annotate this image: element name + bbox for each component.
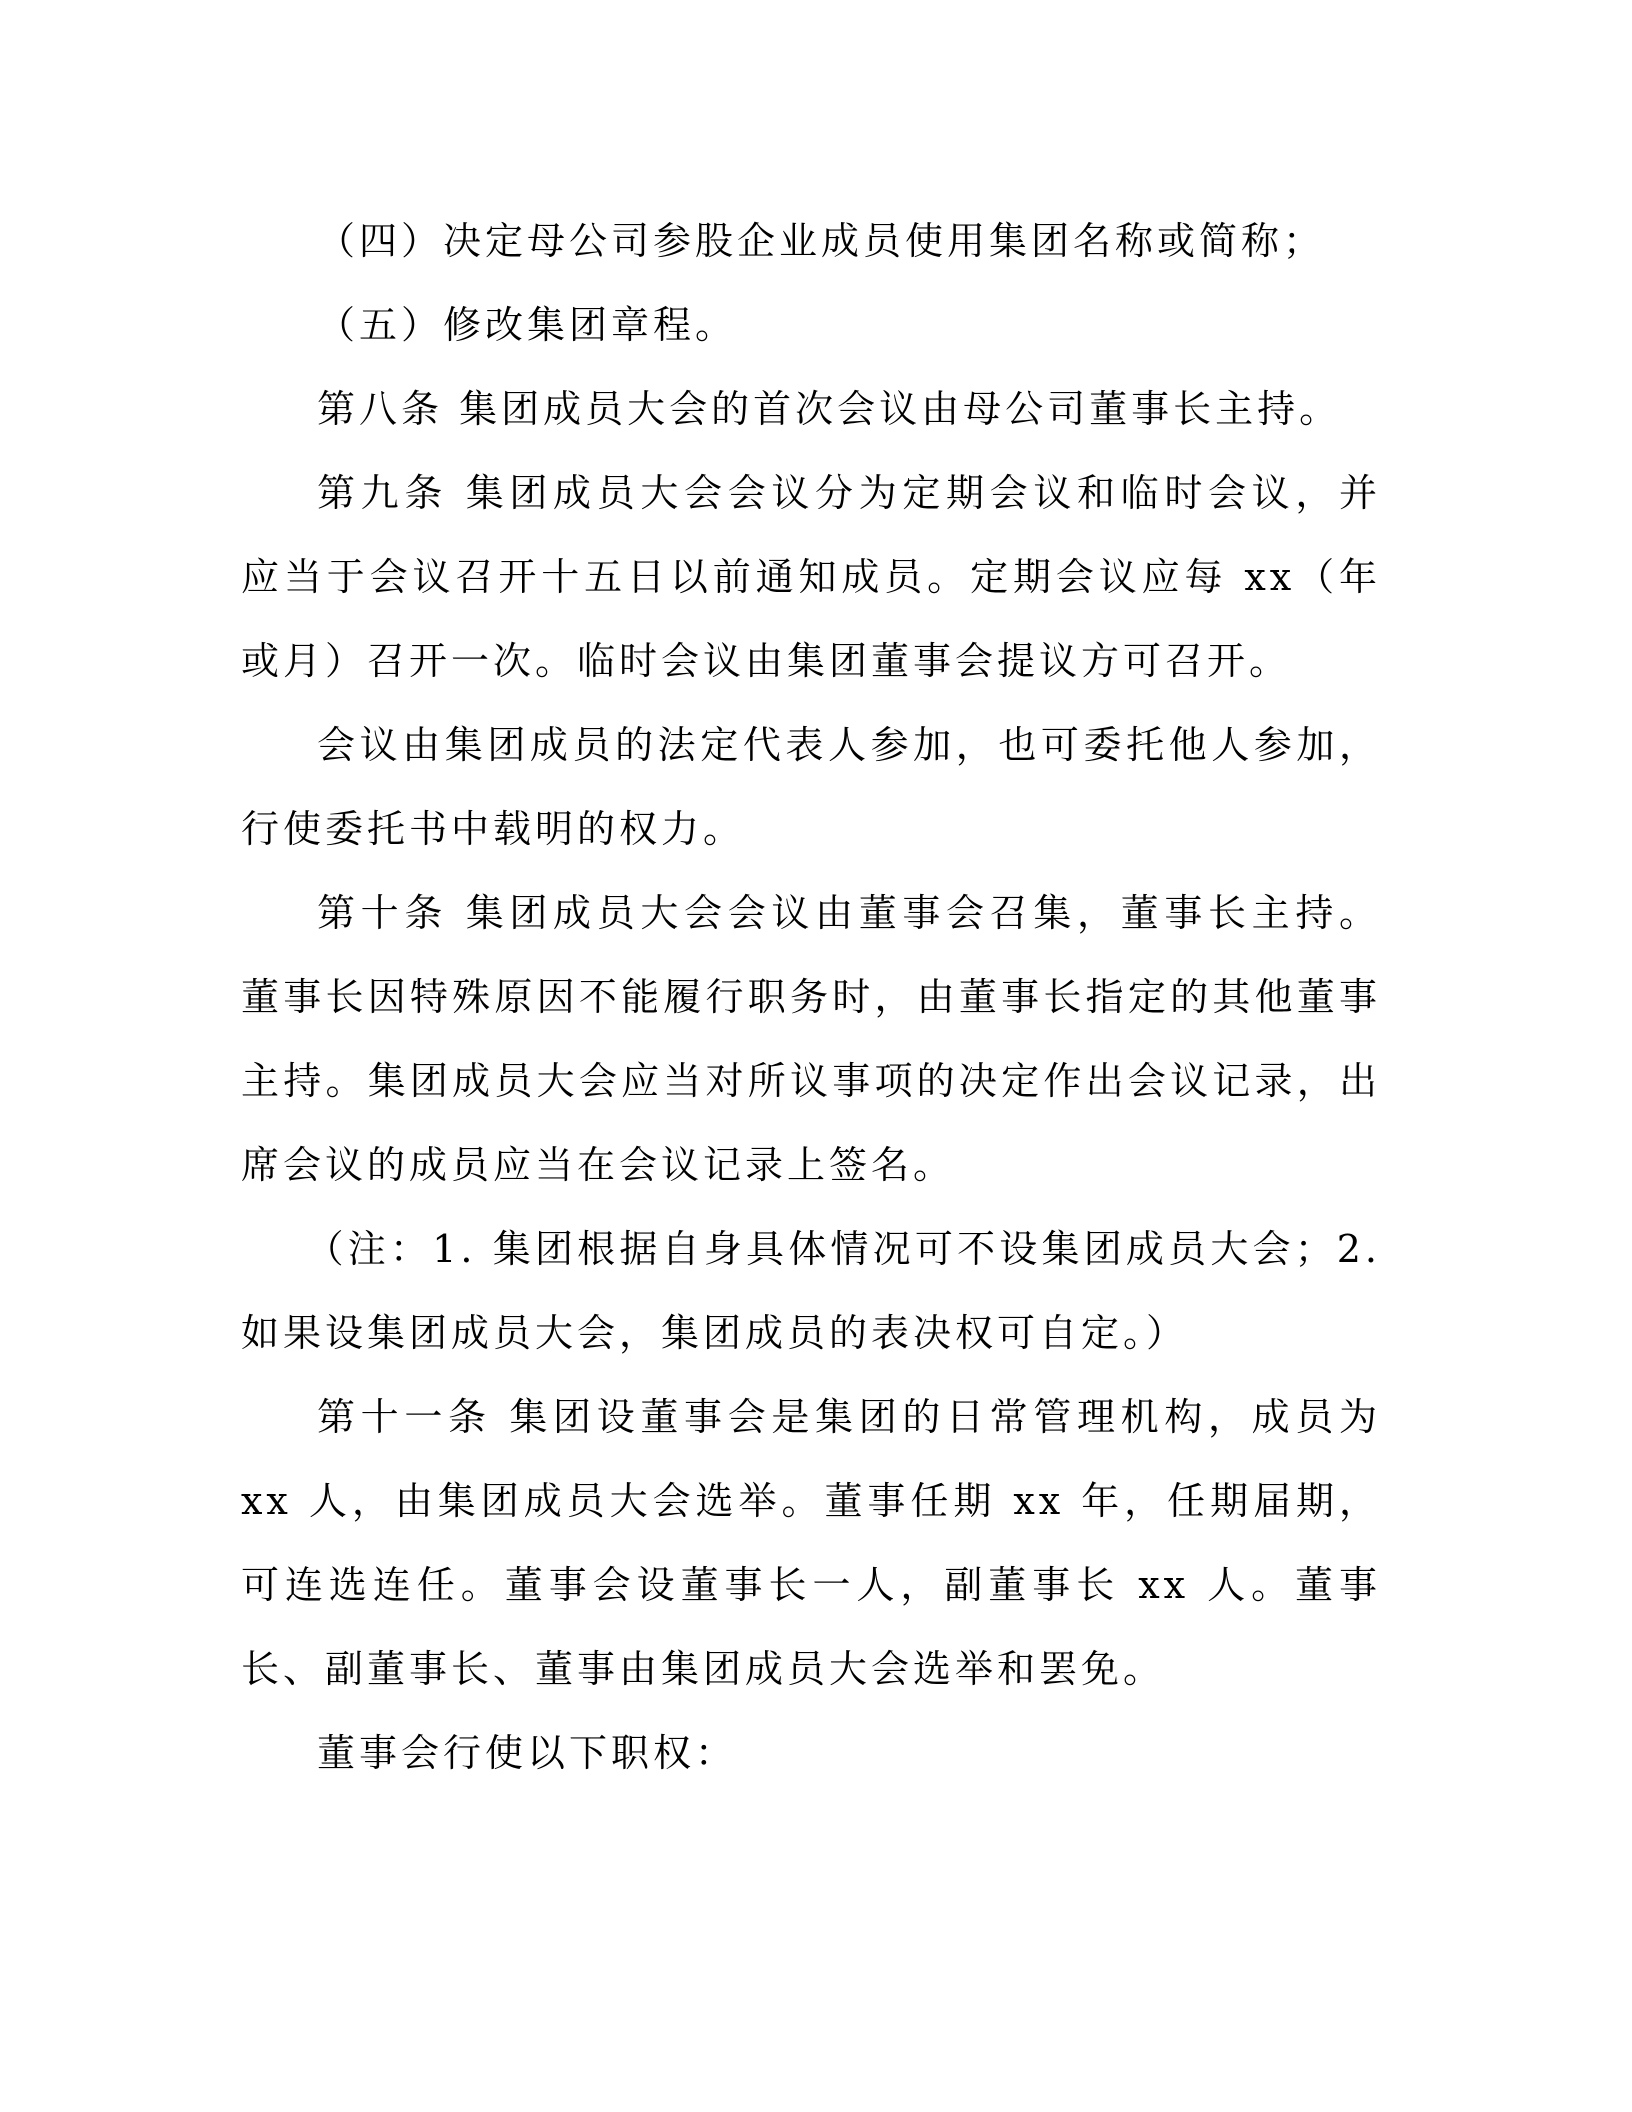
document-body (241, 199, 1381, 1795)
article-9: 第九条 集团成员大会会议分为定期会议和临时会议，并应当于会议召开十五日以前通知成员。定期会议应每 xx（年或月）召开一次。临时会议由集团董事会提议方可召开。 (241, 471, 1381, 683)
board-powers-heading: 董事会行使以下职权： (317, 1731, 738, 1775)
article-11: 第十一条 集团设董事会是集团的日常管理机构，成员为 xx 人，由集团成员大会选举。董事任期 xx 年，任期届期，可连选连任。董事会设董事长一人，副董事长 xx 人。董事长、副董事长、董事由集团成员大会选举和罢免。 (241, 1395, 1381, 1691)
article-10: 第十条 集团成员大会会议由董事会召集，董事长主持。董事长因特殊原因不能履行职务时，由董事长指定的其他董事主持。集团成员大会应当对所议事项的决定作出会议记录，出席会议的成员应当在会议记录上签名。 (241, 891, 1381, 1187)
paragraph-item-4: （四）决定母公司参股企业成员使用集团名称或简称； (317, 219, 1326, 263)
note-paragraph: （注：1. 集团根据自身具体情况可不设集团成员大会；2. 如果设集团成员大会，集团成员的表决权可自定。） (241, 1227, 1381, 1355)
article-8: 第八条 集团成员大会的首次会议由母公司董事长主持。 (317, 387, 1342, 431)
paragraph-item-5: （五）修改集团章程。 (317, 303, 738, 347)
meeting-attendance-paragraph: 会议由集团成员的法定代表人参加，也可委托他人参加，行使委托书中载明的权力。 (241, 723, 1381, 851)
